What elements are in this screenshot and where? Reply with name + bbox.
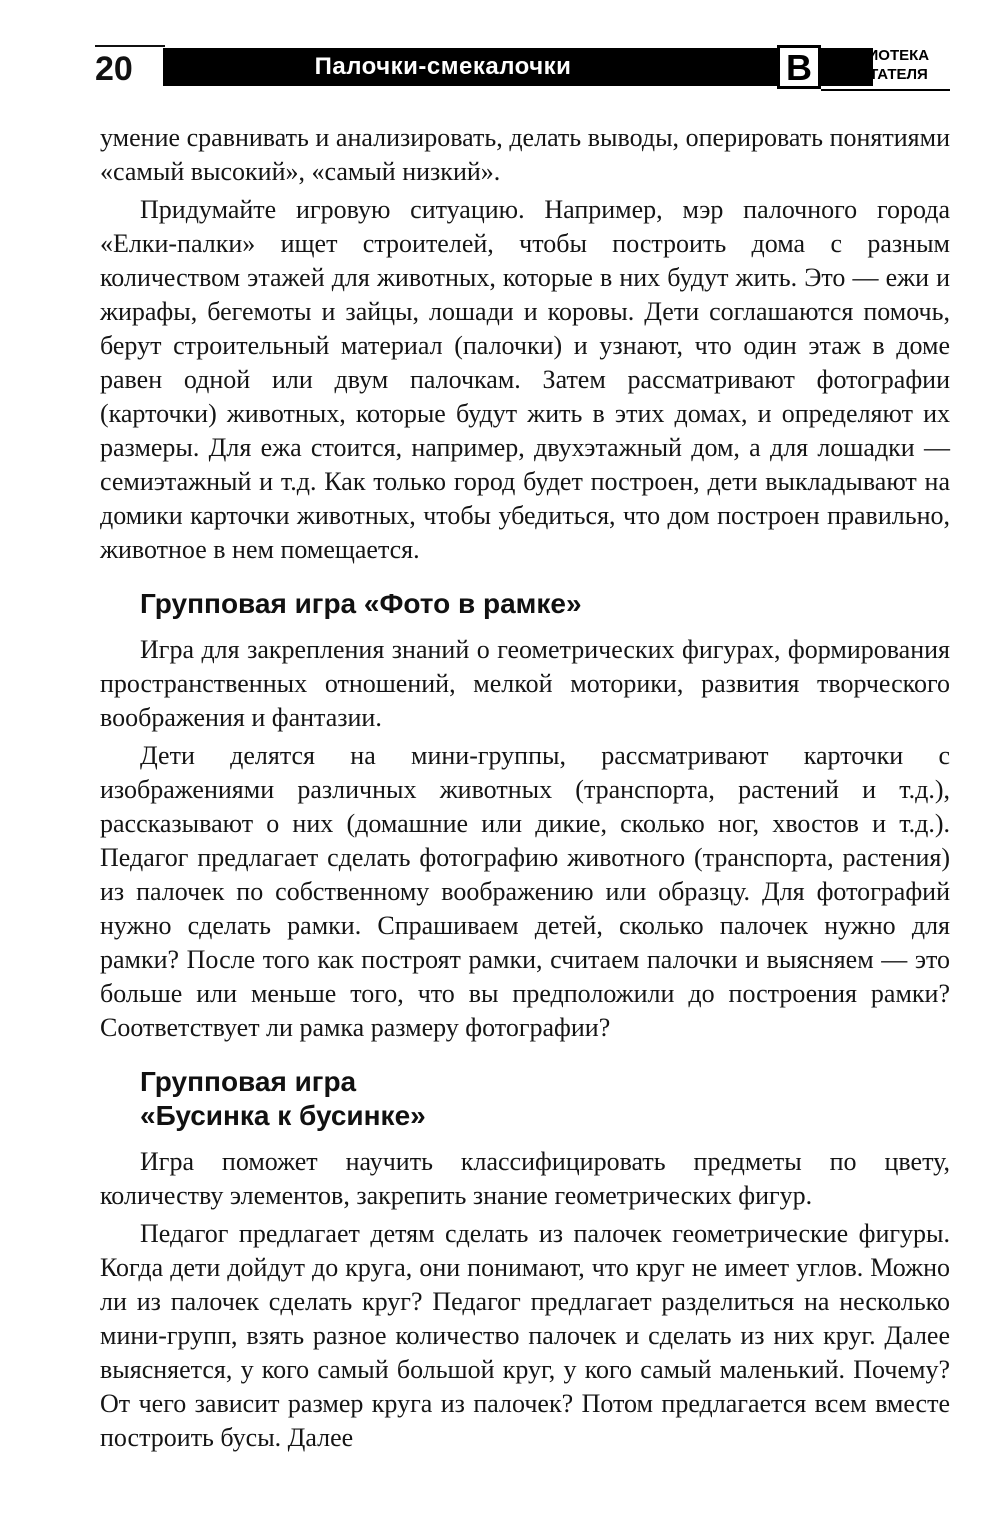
paragraph-beads-goal: Игра поможет научить классифицировать предметы по цвету, количеству элементов, закрепить знание геометрических фигур.	[100, 1147, 950, 1210]
page-number: 20	[95, 50, 133, 88]
running-header	[95, 45, 950, 95]
running-title-bar	[163, 48, 873, 86]
series-logo	[777, 45, 950, 93]
section-heading-beads-line-1: Групповая игра	[140, 1066, 357, 1097]
running-title: Палочки-смекалочки	[314, 53, 572, 80]
series-logo-letter: В	[777, 45, 821, 89]
paragraph-city-game: Придумайте игровую ситуацию. Например, мэр палочного города «Елки-палки» ищет строителей, чтобы построить дома с разным количеством этажей для животных, которые в них будут жить. Это — ежи и жирафы, бегемоты и зайцы, лошади и коровы. Дети соглашаются помочь, берут строительный материал (палочки) и узнают, что один этаж в доме равен одной или двум палочкам. Затем рассматривают фотографии (карточки) животных, которые будут жить в этих домах, и определяют их размеры. Для ежа стоится, например, двухэтажный дом, а для лошадки — семиэтажный и т.д. Как только город будет построен, дети выкладывают на домики карточки животных, чтобы убедиться, что дом построен правильно, животное в нем помещается.	[100, 195, 950, 564]
page-body	[100, 121, 950, 1455]
paragraph-beads-rules: Педагог предлагает детям сделать из палочек геометрические фигуры. Когда дети дойдут до круга, они понимают, что круг не имеет углов. Можно ли из палочек сделать круг? Педагог предлагает разделиться на несколько мини-групп, взять разное количество палочек и сделать из них круг. Далее выясняется, у кого самый большой круг, у кого самый маленький. Почему? От чего зависит размер круга из палочек? Потом предлагается всем вместе построить бусы. Далее	[100, 1219, 950, 1452]
section-heading-photo-frame-text: Групповая игра «Фото в рамке»	[140, 588, 582, 619]
section-heading-beads	[100, 1065, 950, 1133]
series-logo-line-2: ОСПИТАТЕЛЯ	[825, 66, 928, 83]
section-heading-beads-line-2: «Бусинка к бусинке»	[140, 1100, 426, 1131]
series-logo-underline	[821, 89, 950, 91]
series-logo-line-1: БИБЛИОТЕКА	[825, 47, 930, 64]
paragraph-photo-frame-goal: Игра для закрепления знаний о геометрических фигурах, формирования пространственных отношений, мелкой моторики, развития творческого воображения и фантазии.	[100, 635, 950, 732]
intro-paragraph: умение сравнивать и анализировать, делать выводы, оперировать понятиями «самый высокий», «самый низкий».	[100, 123, 950, 186]
paragraph-photo-frame-rules: Дети делятся на мини-группы, рассматривают карточки с изображениями различных животных (транспорта, растений и т.д.), рассказывают о них (домашние или дикие, сколько ног, хвостов и т.д.). Педагог предлагает сделать фотографию животного (транспорта, растения) из палочек по собственному воображению или образцу. Для фотографий нужно сделать рамки. Спрашиваем детей, сколько палочек нужно для рамки? После того как построят рамки, считаем палочки и выясняем — это больше или меньше того, что вы предположили до построения рамки? Соответствует ли рамка размеру фотографии?	[100, 741, 950, 1042]
section-heading-photo-frame	[100, 587, 950, 621]
